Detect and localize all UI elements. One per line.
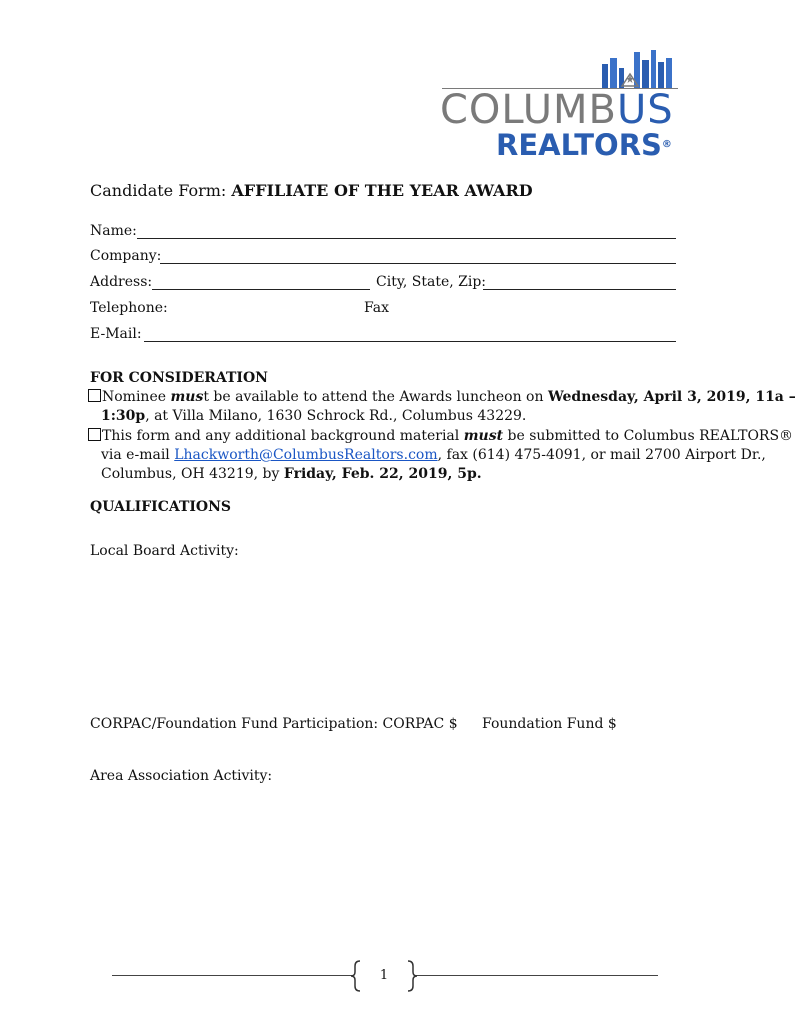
consideration-heading: FOR CONSIDERATION — [90, 370, 268, 386]
email-field[interactable] — [144, 341, 676, 342]
city-state-zip-field[interactable] — [483, 289, 676, 290]
logo-realtors-text: REALTORS — [496, 128, 662, 162]
city-state-zip-label: City, State, Zip: — [376, 274, 487, 290]
address-label: Address: — [90, 274, 153, 290]
name-field[interactable] — [137, 238, 676, 239]
consideration-item-2: This form and any additional background material must be submitted to Columbus REALTORS® — [88, 428, 793, 444]
consideration-item-1: Nominee must be available to attend the Awards luncheon on Wednesday, April 3, 2019, 11a – — [88, 389, 796, 405]
consideration-item-2-line-3: Columbus, OH 43219, by Friday, Feb. 22, 2019, 5p. — [101, 466, 482, 482]
email-link[interactable]: Lhackworth@ColumbusRealtors.com — [174, 447, 438, 463]
award-name: AFFILIATE OF THE YEAR AWARD — [231, 181, 533, 200]
left-brace-icon — [350, 960, 362, 992]
qualifications-heading: QUALIFICATIONS — [90, 499, 232, 515]
skyline-icon — [598, 48, 678, 88]
right-brace-icon — [406, 960, 418, 992]
local-board-activity-label: Local Board Activity: — [90, 543, 239, 559]
name-label: Name: — [90, 223, 137, 239]
logo-columbus-text: COLUMB — [440, 87, 617, 133]
form-title — [90, 181, 533, 200]
footer-left-rule — [112, 975, 352, 976]
logo-s-letter: S — [647, 87, 674, 133]
submission-checkbox[interactable] — [88, 428, 101, 441]
address-field[interactable] — [152, 289, 370, 290]
fax-label: Fax — [364, 300, 390, 316]
page-number: 1 — [379, 968, 389, 983]
area-association-activity-label: Area Association Activity: — [90, 768, 273, 784]
logo-registered-mark: ® — [661, 139, 672, 150]
consideration-item-2-line-2: via e-mail Lhackworth@ColumbusRealtors.com, fax (614) 475-4091, or mail 2700 Airport Dr., — [101, 447, 766, 463]
footer-right-rule — [416, 975, 658, 976]
columbus-realtors-logo — [440, 48, 680, 163]
email-label: E-Mail: — [90, 326, 142, 342]
consideration-item-1-line-2: 1:30p, at Villa Milano, 1630 Schrock Rd., Columbus 43229. — [101, 408, 527, 424]
corpac-label: CORPAC/Foundation Fund Participation: CORPAC $ — [90, 716, 458, 732]
company-field[interactable] — [160, 263, 676, 264]
logo-u-letter: U — [616, 87, 648, 133]
telephone-label: Telephone: — [90, 300, 168, 316]
nominee-checkbox[interactable] — [88, 389, 101, 402]
foundation-fund-label: Foundation Fund $ — [482, 716, 617, 732]
form-title-prefix: Candidate Form: — [90, 181, 232, 200]
company-label: Company: — [90, 248, 162, 264]
